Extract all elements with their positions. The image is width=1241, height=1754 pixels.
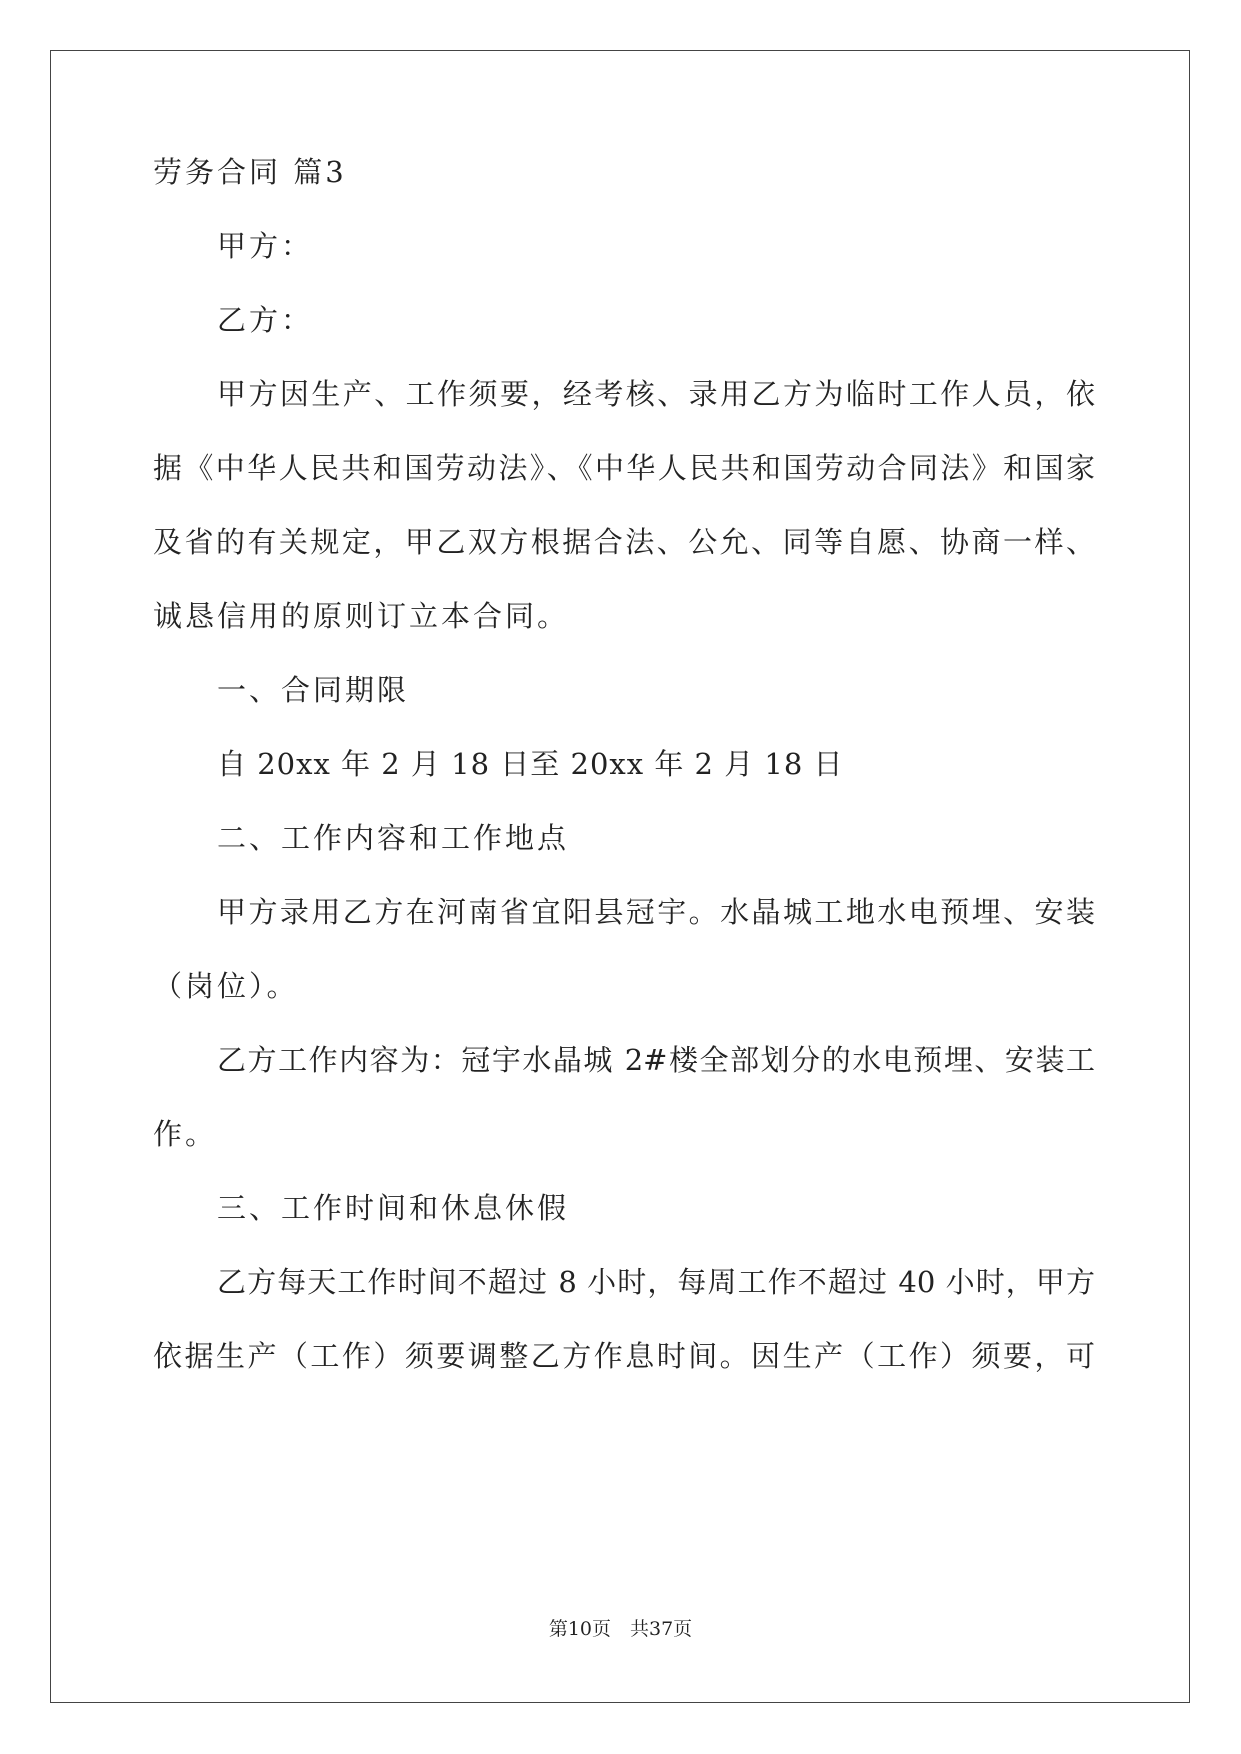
section-2-para-line: （岗位）。 <box>153 969 299 1003</box>
document-heading: 劳务合同 篇3 <box>153 155 347 189</box>
section-2-para-line: 甲方录用乙方在河南省宜阳县冠宇。水晶城工地水电预埋、安装 <box>217 895 1095 929</box>
page-number-footer: 第10页 共37页 <box>548 1618 693 1640</box>
intro-line: 甲方因生产、工作须要，经考核、录用乙方为临时工作人员，依 <box>217 377 1095 411</box>
section-2-para-line: 作。 <box>153 1117 218 1151</box>
page-border <box>50 50 1190 1703</box>
intro-line: 据《中华人民共和国劳动法》、《中华人民共和国劳动合同法》和国家 <box>153 451 1095 485</box>
intro-line: 及省的有关规定，甲乙双方根据合法、公允、同等自愿、协商一样、 <box>153 525 1095 559</box>
party-b-label: 乙方： <box>217 303 314 337</box>
party-a-label: 甲方： <box>217 229 314 263</box>
section-1-text: 自 20xx 年 2 月 18 日至 20xx 年 2 月 18 日 <box>217 747 844 781</box>
section-3-line: 依据生产（工作）须要调整乙方作息时间。因生产（工作）须要，可 <box>153 1339 1095 1373</box>
section-2-para-line: 乙方工作内容为：冠宇水晶城 2#楼全部划分的水电预埋、安装工 <box>217 1043 1095 1077</box>
section-3-line: 乙方每天工作时间不超过 8 小时，每周工作不超过 40 小时，甲方 <box>217 1265 1095 1299</box>
section-3-title: 三、工作时间和休息休假 <box>217 1191 570 1225</box>
section-2-title: 二、工作内容和工作地点 <box>217 821 570 855</box>
intro-line: 诚恳信用的原则订立本合同。 <box>153 599 570 633</box>
section-1-title: 一、合同期限 <box>217 673 410 707</box>
